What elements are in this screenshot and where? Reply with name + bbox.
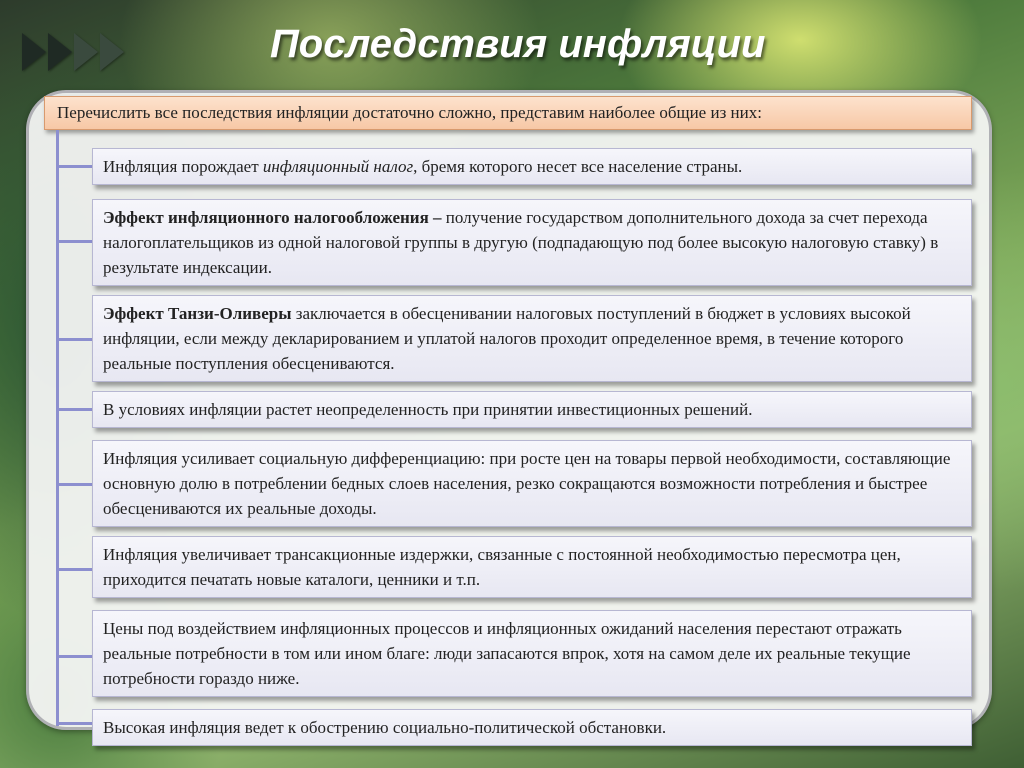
- item-text: В условиях инфляции растет неопределенность при принятии инвестиционных решений.: [103, 400, 753, 419]
- tree-branch: [57, 240, 92, 243]
- item-term: Эффект Танзи-Оливеры: [103, 304, 296, 323]
- item-text: Инфляция порождает: [103, 157, 263, 176]
- tree-branch: [57, 568, 92, 571]
- item-text: , бремя которого несет все население страны.: [413, 157, 743, 176]
- arrow-right-icon: [100, 33, 124, 71]
- intro-box: Перечислить все последствия инфляции достаточно сложно, представим наиболее общие из них:: [44, 96, 972, 130]
- item-text: Высокая инфляция ведет к обострению социально-политической обстановки.: [103, 718, 667, 737]
- item-text: Инфляция увеличивает трансакционные издержки, связанные с постоянной необходимостью пересмотра цен, приходится печатать новые каталоги, ценники и т.п.: [103, 545, 901, 589]
- consequence-item-4: [92, 391, 972, 428]
- tree-branch: [57, 165, 92, 168]
- tree-branch: [57, 338, 92, 341]
- tree-branch: [57, 483, 92, 486]
- item-term: Эффект инфляционного налогообложения –: [103, 208, 446, 227]
- item-emphasis: инфляционный налог: [262, 157, 414, 176]
- item-text: получение государством дополнительного дохода за счет перехода налогоплательщиков из одной налоговой группы в другую (подпадающую под более высокую налоговую ставку) в результате индексации.: [103, 208, 939, 277]
- arrow-right-icon: [74, 33, 98, 71]
- item-text: Инфляция усиливает социальную дифференциацию: при росте цен на товары первой необходимости, составляющие основную долю в потреблении бедных слоев населения, резко сокращаются возможности потребления и быстрее обесцениваются их реальные доходы.: [103, 449, 951, 518]
- tree-branch: [57, 408, 92, 411]
- arrow-right-icon: [22, 33, 46, 71]
- tree-branch: [57, 655, 92, 658]
- consequence-item-7: [92, 610, 972, 697]
- item-text: заключается в обесценивании налоговых поступлений в бюджет в условиях высокой инфляции, если между декларированием и уплатой налогов проходит определенное время, в течение которого реальные поступления обесцениваются.: [103, 304, 911, 373]
- nav-arrows: [22, 33, 124, 71]
- tree-branch: [57, 722, 92, 725]
- consequence-item-8: [92, 709, 972, 746]
- consequence-item-2: [92, 199, 972, 286]
- consequence-item-5: [92, 440, 972, 527]
- arrow-right-icon: [48, 33, 72, 71]
- slide-title: Последствия инфляции: [270, 22, 766, 66]
- consequence-item-3: [92, 295, 972, 382]
- item-text: Цены под воздействием инфляционных процессов и инфляционных ожиданий населения перестают отражать реальные потребности в том или ином благе: люди запасаются впрок, хотя на самом деле их реальные текущие потребности гораздо ниже.: [103, 619, 911, 688]
- consequence-item-1: [92, 148, 972, 185]
- consequence-item-6: [92, 536, 972, 598]
- tree-connector: [56, 130, 59, 726]
